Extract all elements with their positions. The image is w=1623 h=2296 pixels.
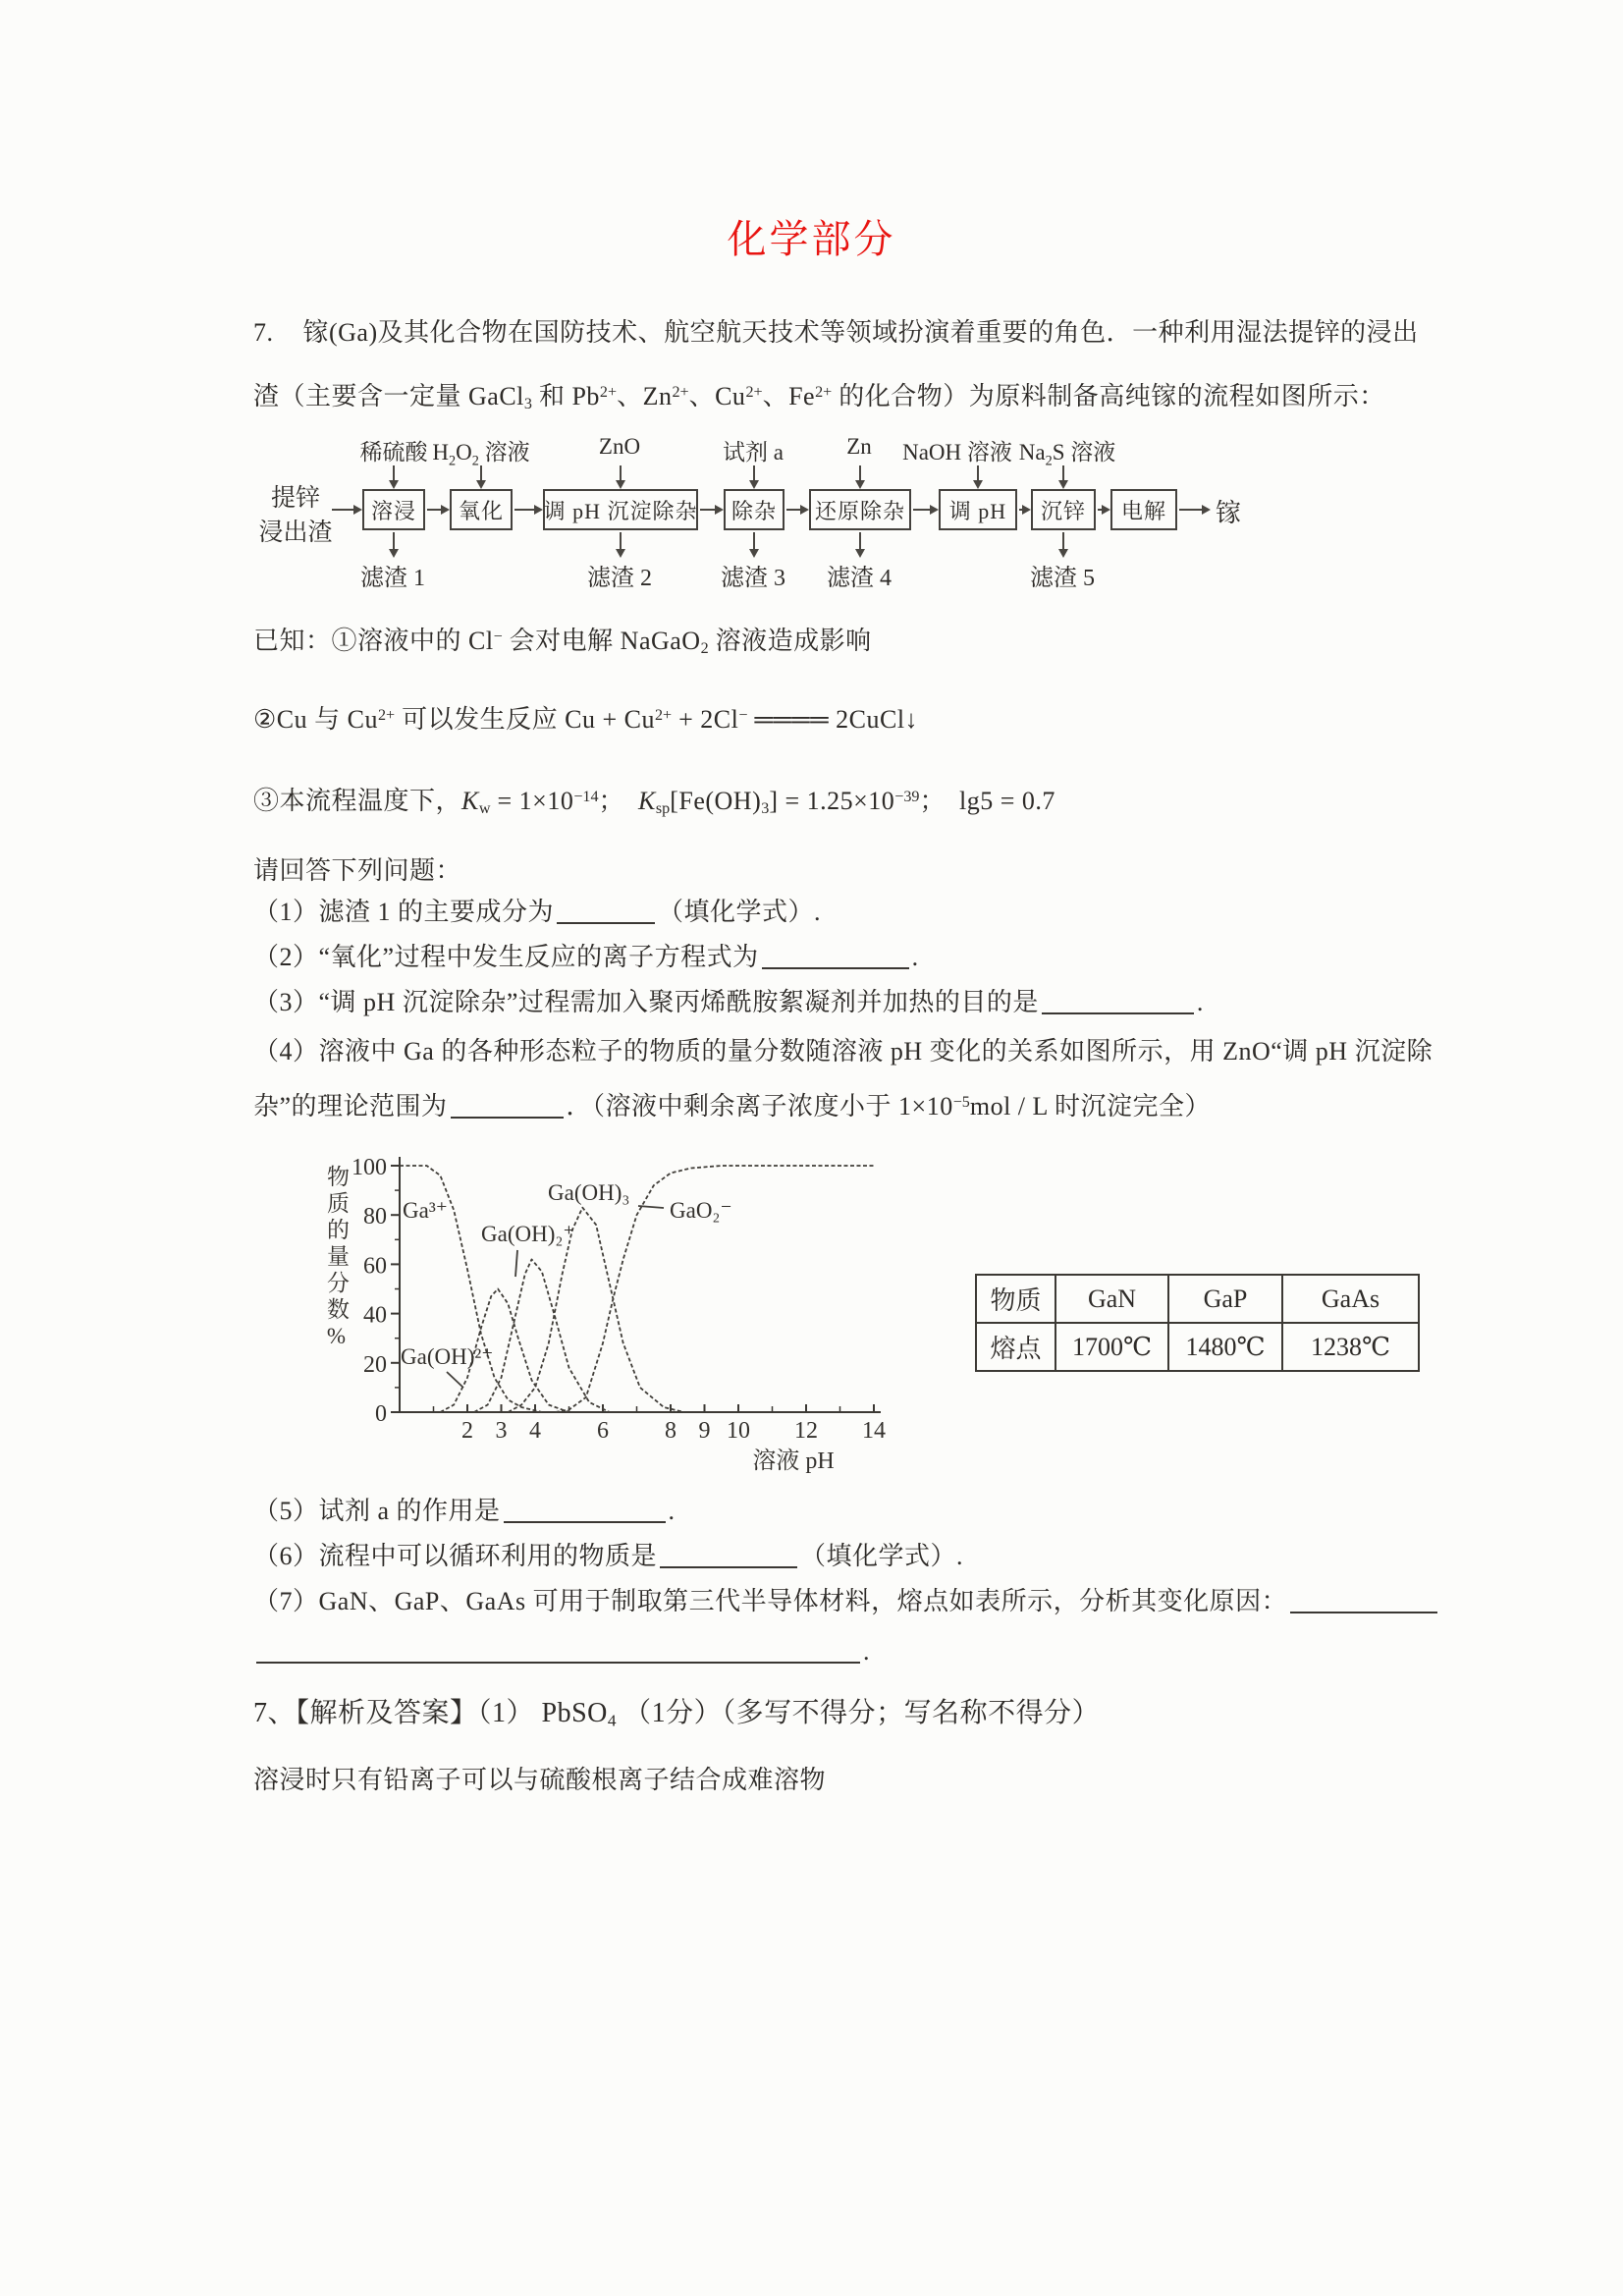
question-number: 7. — [253, 318, 274, 347]
svg-text:8: 8 — [665, 1418, 676, 1444]
flow-arrow — [427, 509, 448, 511]
answer-blank — [660, 1541, 797, 1568]
flow-arrow — [1019, 509, 1029, 511]
input-arrow — [859, 465, 861, 487]
input-arrow — [620, 465, 622, 487]
answer-blank — [762, 942, 909, 969]
svg-text:20: 20 — [363, 1351, 387, 1378]
question-7-continuation: . — [253, 1632, 870, 1667]
input-arrow — [977, 465, 979, 487]
flow-source-label: 提锌 浸出渣 — [258, 485, 333, 546]
answer-line-1: 7、【解析及答案】（1） PbSO$_4$ （1分）（多写不得分；写名称不得分） — [253, 1698, 1101, 1730]
table-cell: GaAs — [1282, 1275, 1419, 1323]
flow-box-reduction-remove: 还原除杂 — [809, 489, 911, 530]
answer-line-2: 溶浸时只有铅离子可以与硫酸根离子结合成难溶物 — [253, 1766, 827, 1794]
answer-blank — [557, 897, 655, 924]
flow-arrow — [913, 509, 937, 511]
flow-arrow — [700, 509, 722, 511]
flow-arrow — [1179, 509, 1209, 511]
question-intro-text-1: 镓(Ga)及其化合物在国防技术、航空航天技术等领域扮演着重要的角色．一种利用湿法提锌的浸出 — [302, 318, 1419, 347]
table-cell: 1700℃ — [1055, 1323, 1168, 1371]
svg-text:溶液 pH: 溶液 pH — [752, 1449, 835, 1474]
flow-box-remove-impurity: 除杂 — [724, 489, 784, 530]
flow-input-label: 试剂 a — [723, 440, 784, 465]
curve-label-gaoh2plus: Ga(OH)²⁺ — [401, 1344, 494, 1369]
flow-input-label: $Na_2S$ 溶液 — [1018, 440, 1116, 469]
question-4-line-1: （4）溶液中 Ga 的各种形态粒子的物质的量分数随溶液 pH 变化的关系如图所示，用 ZnO“调 pH 沉淀除 — [253, 1037, 1434, 1066]
flow-arrow — [786, 509, 807, 511]
known-condition-3: ③本流程温度下，$K_w = 1\times 10^{-14}$； $K_{sp}[Fe(OH)_3] = 1.25\times 10^{-39}$； lg5 = 0.7 — [253, 787, 1055, 818]
input-arrow — [480, 465, 482, 487]
flow-arrow — [514, 509, 541, 511]
table-cell: 熔点 — [976, 1323, 1055, 1371]
flow-box-oxidize: 氧化 — [450, 489, 513, 530]
output-arrow — [753, 532, 755, 556]
input-arrow — [1062, 465, 1064, 487]
flow-box-precipitate-zinc: 沉锌 — [1031, 489, 1096, 530]
ga-species-distribution-chart — [312, 1137, 980, 1481]
questions-prompt: 请回答下列问题： — [253, 856, 462, 885]
curve-label-gaoh2: Ga(OH)₂⁺ — [481, 1222, 575, 1246]
flow-input-label: 稀硫酸 — [359, 440, 428, 465]
flow-input-label: Zn — [846, 434, 872, 459]
answer-blank — [256, 1636, 860, 1664]
output-arrow — [620, 532, 622, 556]
known-condition-1: 已知：①溶液中的 Cl− 会对电解 NaGaO$_2$ 溶液造成影响 — [253, 627, 872, 658]
table-data-row — [976, 1323, 1419, 1371]
svg-text:2: 2 — [461, 1418, 473, 1444]
svg-text:3: 3 — [495, 1418, 508, 1444]
process-flow-diagram — [245, 430, 1296, 599]
svg-text:100: 100 — [352, 1155, 387, 1180]
flow-residue-1: 滤渣 1 — [360, 566, 425, 591]
svg-text:6: 6 — [597, 1418, 609, 1444]
table-cell: 1480℃ — [1168, 1323, 1282, 1371]
flow-product-label: 镓 — [1216, 499, 1242, 527]
table-header-row — [976, 1275, 1419, 1323]
flow-residue-2: 滤渣 2 — [587, 566, 652, 591]
flow-input-label: ZnO — [598, 434, 641, 459]
curve-label-gaoh3: Ga(OH)₃ — [548, 1180, 630, 1205]
table-cell: GaP — [1168, 1275, 1282, 1323]
chart-y-axis-label: 物质的量分数% — [324, 1165, 349, 1352]
flow-residue-4: 滤渣 4 — [827, 566, 892, 591]
question-4-line-2: 杂”的理论范围为 ．（溶液中剩余离子浓度小于 $1\times 10^{-5}mol / L$ 时沉淀完全） — [253, 1092, 1211, 1121]
table-cell: 物质 — [976, 1275, 1055, 1323]
answer-blank — [504, 1496, 666, 1523]
output-arrow — [1062, 532, 1064, 556]
flow-residue-5: 滤渣 5 — [1030, 566, 1095, 591]
flow-box-adjust-ph: 调 pH — [939, 489, 1017, 530]
table-cell: GaN — [1055, 1275, 1168, 1323]
flow-input-label: NaOH 溶液 — [902, 440, 1012, 465]
svg-text:60: 60 — [363, 1253, 387, 1280]
svg-text:10: 10 — [727, 1418, 750, 1444]
svg-text:40: 40 — [363, 1302, 387, 1329]
answer-blank — [1042, 987, 1194, 1014]
answer-blank — [451, 1091, 564, 1119]
table-cell: 1238℃ — [1282, 1323, 1419, 1371]
answer-blank — [1290, 1586, 1437, 1613]
question-5: （5）试剂 a 的作用是 . — [253, 1497, 676, 1525]
question-intro-line-1 — [253, 312, 1419, 349]
question-6: （6）流程中可以循环利用的物质是 （填化学式）. — [253, 1542, 964, 1570]
question-3: （3）“调 pH 沉淀除杂”过程需加入聚丙烯酰胺絮凝剂并加热的目的是 . — [253, 988, 1204, 1016]
input-arrow — [753, 465, 755, 487]
curve-label-gao2: GaO₂⁻ — [670, 1198, 732, 1223]
chart-canvas — [312, 1137, 980, 1481]
flow-input-label: $H_2O_2$ 溶液 — [432, 440, 530, 469]
flow-arrow — [332, 509, 360, 511]
page-title: 化学部分 — [727, 218, 896, 261]
output-arrow — [859, 532, 861, 556]
output-arrow — [393, 532, 395, 556]
flow-box-adjust-ph-precipitate: 调 pH 沉淀除杂 — [543, 489, 698, 530]
melting-point-table — [975, 1274, 1420, 1372]
question-7: （7）GaN、GaP、GaAs 可用于制取第三代半导体材料，熔点如表所示，分析其变化原因： — [253, 1581, 1440, 1617]
flow-box-electrolysis: 电解 — [1110, 489, 1177, 530]
flow-arrow — [1098, 509, 1109, 511]
svg-text:4: 4 — [529, 1418, 541, 1444]
known-condition-2: ②Cu 与 $Cu^{2+}$ 可以发生反应 $Cu + Cu^{2+} + 2Cl^-$ ════ 2CuCl↓ — [253, 705, 919, 734]
input-arrow — [393, 465, 395, 487]
svg-text:14: 14 — [862, 1418, 886, 1444]
question-2: （2）“氧化”过程中发生反应的离子方程式为 . — [253, 943, 919, 971]
question-intro-line-2: 渣（主要含一定量 GaCl$_3$ 和 $Pb^{2+}$、$Zn^{2+}$、$Cu^{2+}$、$Fe^{2+}$ 的化合物）为原料制备高纯镓的流程如图所示： — [253, 382, 1385, 413]
question-1: （1）滤渣 1 的主要成分为 （填化学式）. — [253, 898, 822, 926]
svg-text:9: 9 — [698, 1418, 711, 1444]
svg-text:0: 0 — [375, 1401, 387, 1427]
curve-label-ga3: Ga³⁺ — [403, 1198, 448, 1223]
flow-box-leach: 溶浸 — [362, 489, 425, 530]
svg-text:12: 12 — [794, 1418, 818, 1444]
flow-residue-3: 滤渣 3 — [721, 566, 785, 591]
svg-text:80: 80 — [363, 1204, 387, 1230]
